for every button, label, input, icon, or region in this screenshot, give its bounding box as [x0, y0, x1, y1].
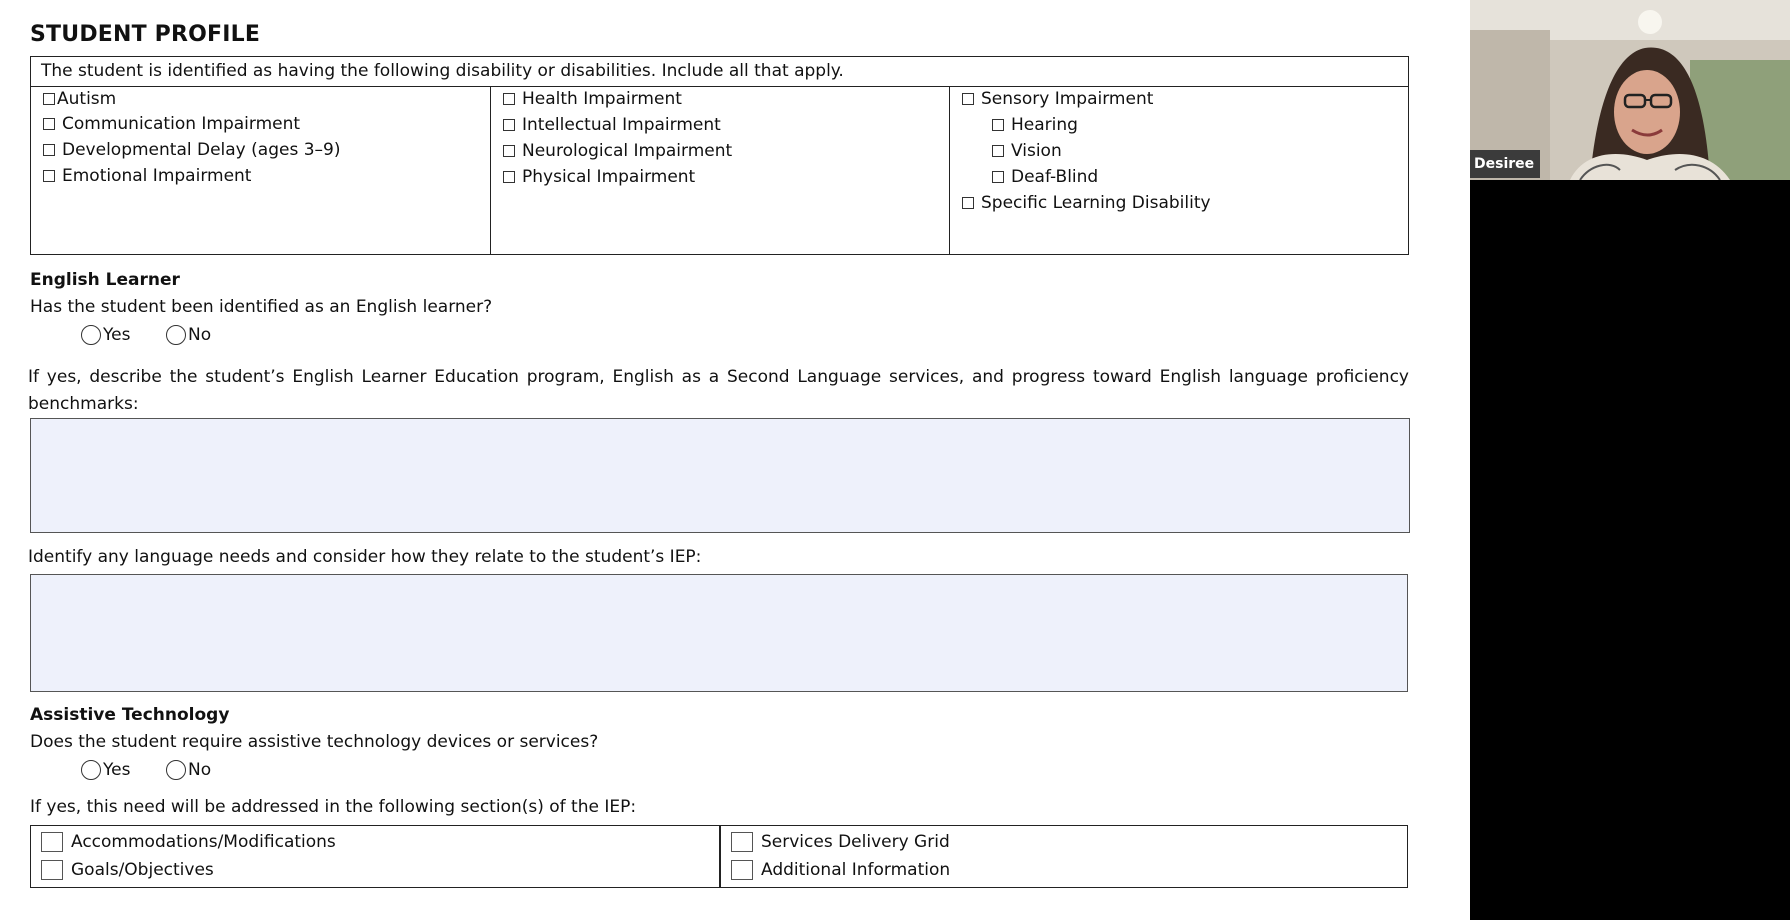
checkbox-icon[interactable] [731, 860, 753, 880]
page-title: STUDENT PROFILE [30, 22, 261, 47]
radio-icon[interactable] [81, 325, 101, 345]
checkbox-neurological-impairment[interactable]: Neurological Impairment [503, 139, 732, 163]
iep-sections-table [30, 825, 1408, 888]
iep-sections-prompt: If yes, this need will be addressed in the following section(s) of the IEP: [30, 797, 637, 817]
checkbox-icon[interactable] [41, 832, 63, 852]
checkbox-goals-objectives[interactable]: Goals/Objectives [41, 858, 214, 882]
language-needs-field[interactable] [30, 574, 1408, 692]
radio-icon[interactable] [81, 760, 101, 780]
checkbox-vision[interactable]: Vision [992, 139, 1062, 163]
checkbox-communication-impairment[interactable]: Communication Impairment [43, 112, 300, 136]
el-program-description-field[interactable] [30, 418, 1410, 533]
checkbox-icon[interactable] [992, 145, 1004, 157]
checkbox-specific-learning-disability[interactable]: Specific Learning Disability [962, 191, 1211, 215]
checkbox-developmental-delay[interactable]: Developmental Delay (ages 3–9) [43, 138, 340, 162]
checkbox-icon[interactable] [962, 197, 974, 209]
checkbox-icon[interactable] [43, 144, 55, 156]
disability-column-1 [31, 87, 491, 254]
checkbox-icon[interactable] [503, 93, 515, 105]
checkbox-autism[interactable]: Autism [43, 87, 116, 111]
participant-name-label: Desiree [1470, 150, 1540, 178]
checkbox-deaf-blind[interactable]: Deaf-Blind [992, 165, 1098, 189]
el-describe-prompt-line1: If yes, describe the student’s English Learner Education program, English as a Second Language services, and progress toward English language proficiency [28, 367, 1409, 387]
checkbox-icon[interactable] [503, 145, 515, 157]
english-learner-question: Has the student been identified as an English learner? [30, 297, 493, 317]
assistive-tech-yes-radio[interactable]: Yes [81, 758, 130, 782]
checkbox-icon[interactable] [43, 93, 55, 105]
checkbox-sensory-impairment[interactable]: Sensory Impairment [962, 87, 1153, 111]
assistive-tech-no-radio[interactable]: No [166, 758, 211, 782]
el-describe-prompt-line2: benchmarks: [28, 394, 139, 414]
video-panel-background [1470, 180, 1790, 920]
participant-video-tile[interactable] [1470, 0, 1790, 180]
checkbox-additional-information[interactable]: Additional Information [731, 858, 950, 882]
disability-column-3 [950, 87, 1408, 254]
disability-table-header: The student is identified as having the following disability or disabilities. Include all that apply. [31, 57, 1408, 87]
checkbox-hearing[interactable]: Hearing [992, 113, 1078, 137]
english-learner-yes-radio[interactable]: Yes [81, 323, 130, 347]
assistive-tech-question: Does the student require assistive technology devices or services? [30, 732, 599, 752]
checkbox-services-delivery-grid[interactable]: Services Delivery Grid [731, 830, 950, 854]
radio-icon[interactable] [166, 760, 186, 780]
checkbox-icon[interactable] [992, 119, 1004, 131]
checkbox-icon[interactable] [503, 171, 515, 183]
checkbox-physical-impairment[interactable]: Physical Impairment [503, 165, 695, 189]
checkbox-icon[interactable] [41, 860, 63, 880]
checkbox-emotional-impairment[interactable]: Emotional Impairment [43, 164, 251, 188]
checkbox-health-impairment[interactable]: Health Impairment [503, 87, 682, 111]
checkbox-icon[interactable] [43, 118, 55, 130]
checkbox-intellectual-impairment[interactable]: Intellectual Impairment [503, 113, 721, 137]
checkbox-icon[interactable] [992, 171, 1004, 183]
checkbox-icon[interactable] [43, 170, 55, 182]
english-learner-heading: English Learner [30, 270, 180, 290]
checkbox-accommodations-modifications[interactable]: Accommodations/Modifications [41, 830, 336, 854]
checkbox-icon[interactable] [731, 832, 753, 852]
checkbox-icon[interactable] [962, 93, 974, 105]
language-needs-prompt: Identify any language needs and consider how they relate to the student’s IEP: [28, 547, 702, 567]
disability-column-2 [491, 87, 950, 254]
english-learner-no-radio[interactable]: No [166, 323, 211, 347]
table-divider [719, 826, 721, 887]
checkbox-icon[interactable] [503, 119, 515, 131]
assistive-tech-heading: Assistive Technology [30, 705, 230, 725]
disability-table [30, 56, 1409, 255]
radio-icon[interactable] [166, 325, 186, 345]
